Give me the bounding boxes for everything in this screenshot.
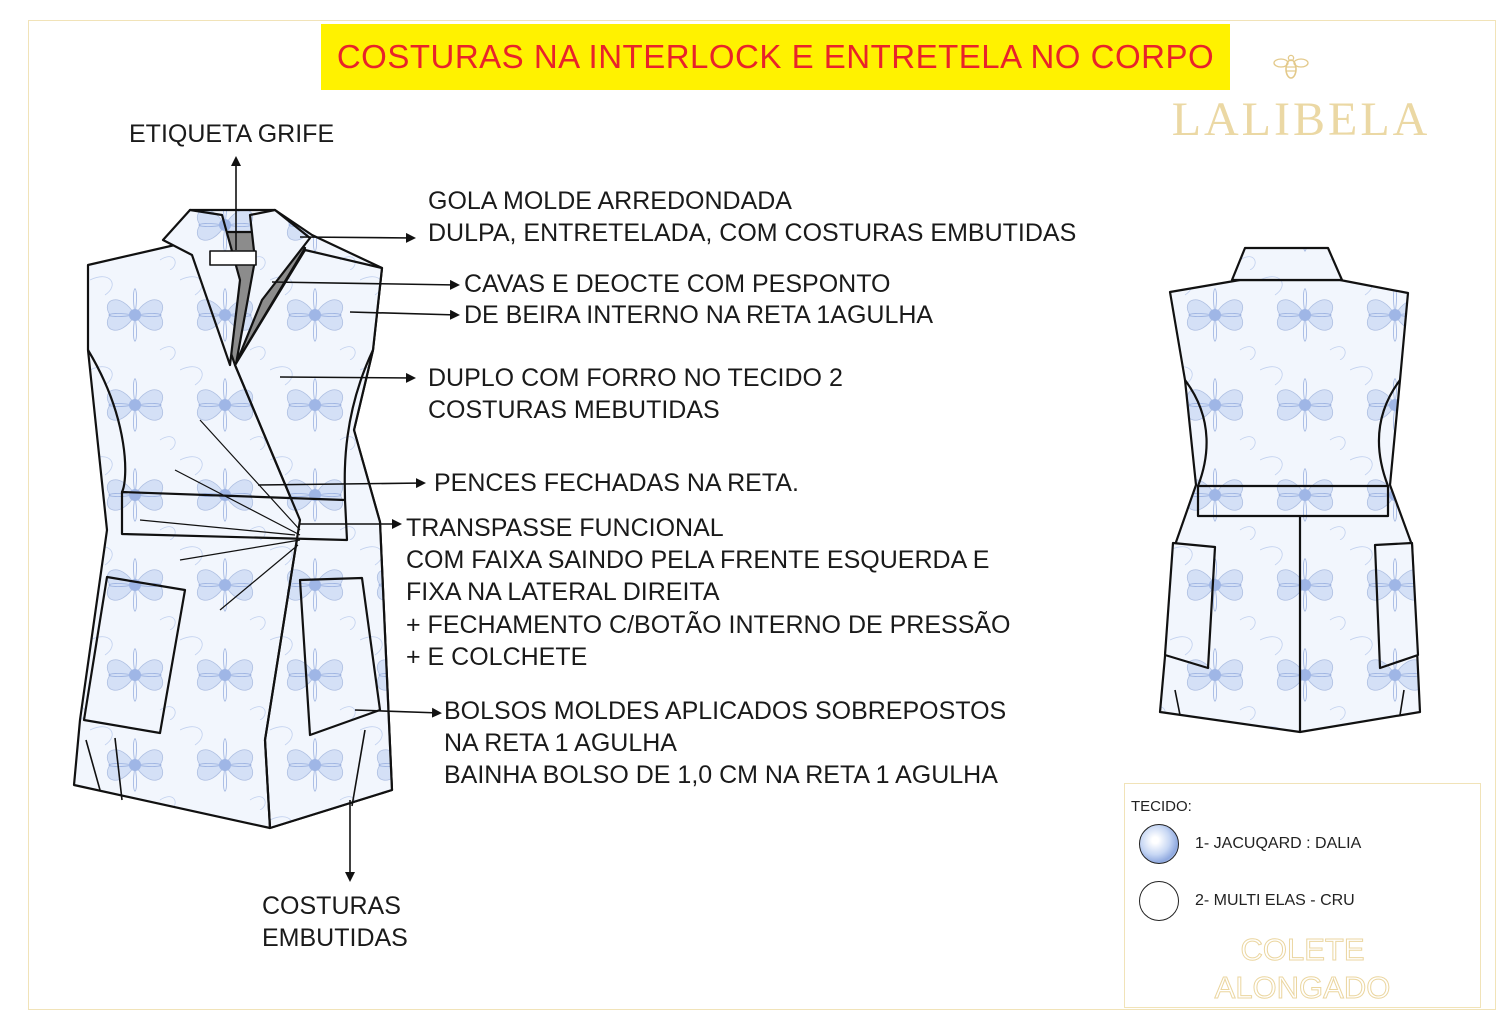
back-view — [1160, 248, 1420, 732]
label-pences: PENCES FECHADAS NA RETA. — [434, 469, 799, 497]
page-title: COSTURAS NA INTERLOCK E ENTRETELA NO CORPO — [336, 38, 1215, 75]
label-transpasse-line1: TRANSPASSE FUNCIONAL — [406, 514, 724, 542]
label-gola-line2: DULPA, ENTRETELADA, COM COSTURAS EMBUTIDAS — [428, 219, 1077, 247]
label-etiqueta: ETIQUETA GRIFE — [129, 120, 335, 148]
label-duplo-line2: COSTURAS MEBUTIDAS — [428, 396, 720, 424]
label-gola-line1: GOLA MOLDE ARREDONDADA — [428, 187, 792, 215]
jacquard-swatch-icon — [1139, 824, 1179, 864]
back-collar — [1232, 248, 1342, 280]
brand-logo: LALIBELA — [1171, 93, 1431, 146]
label-costuras-line2: EMBUTIDAS — [262, 924, 408, 952]
label-transpasse-line5: + E COLCHETE — [406, 643, 588, 671]
label-bolsos-line1: BOLSOS MOLDES APLICADOS SOBREPOSTOS — [444, 697, 1007, 725]
label-bolsos-line3: BAINHA BOLSO DE 1,0 CM NA RETA 1 AGULHA — [444, 761, 998, 789]
label-cavas-line1: CAVAS E DEOCTE COM PESPONTO — [464, 270, 891, 298]
front-view — [74, 210, 392, 828]
product-name-line1: COLETE — [1240, 932, 1365, 967]
label-cavas-line2: DE BEIRA INTERNO NA RETA 1AGULHA — [464, 301, 934, 329]
back-pocket-right — [1375, 543, 1418, 668]
legend-item-label: 2- MULTI ELAS - CRU — [1195, 892, 1355, 909]
belt — [122, 492, 347, 540]
label-duplo-line1: DUPLO COM FORRO NO TECIDO 2 — [428, 364, 843, 392]
back-pocket-left — [1165, 543, 1215, 668]
legend-item — [1139, 824, 1361, 864]
plain-swatch-icon — [1139, 881, 1179, 921]
legend-item — [1139, 881, 1355, 921]
brand-label — [210, 251, 256, 265]
legend-item-label: 1- JACUQARD : DALIA — [1195, 835, 1362, 852]
product-name-line2: ALONGADO — [1214, 970, 1391, 1005]
label-transpasse-line2: COM FAIXA SAINDO PELA FRENTE ESQUERDA E — [406, 546, 990, 574]
label-transpasse-line3: FIXA NA LATERAL DIREITA — [406, 578, 720, 606]
legend-title: TECIDO: — [1131, 798, 1192, 815]
label-transpasse-line4: + FECHAMENTO C/BOTÃO INTERNO DE PRESSÃO — [406, 611, 1011, 639]
label-bolsos-line2: NA RETA 1 AGULHA — [444, 729, 677, 757]
fabric-legend — [1124, 783, 1481, 1008]
back-belt — [1198, 486, 1388, 516]
label-costuras-line1: COSTURAS — [262, 892, 401, 920]
